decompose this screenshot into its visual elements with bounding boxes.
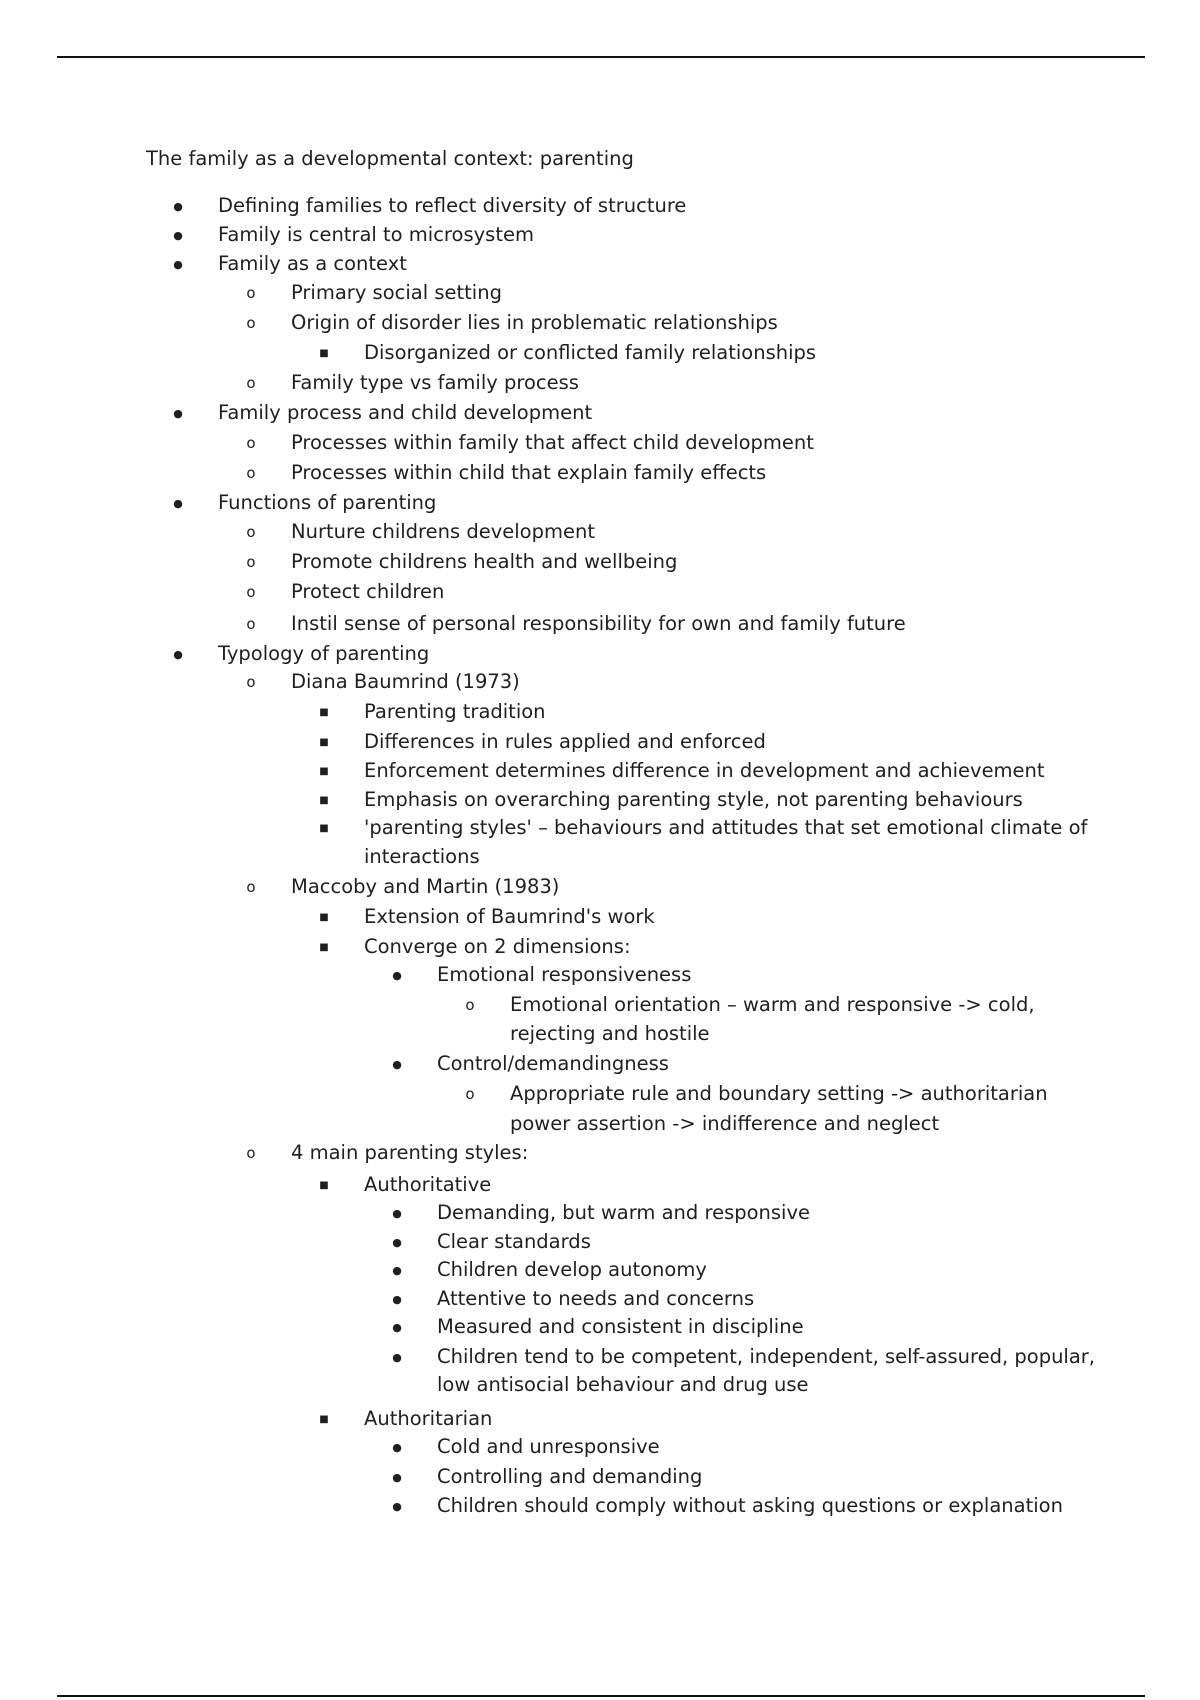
list-item-text: Origin of disorder lies in problematic relationships xyxy=(291,311,778,334)
list-item-text: 'parenting styles' – behaviours and attitudes that set emotional climate of xyxy=(364,816,1088,839)
list-item-text: Maccoby and Martin (1983) xyxy=(291,875,560,898)
list-item-text: 4 main parenting styles: xyxy=(291,1141,529,1164)
list-item-text: Emotional orientation – warm and responsive -> cold, xyxy=(510,993,1035,1016)
list-item-text: Control/demandingness xyxy=(437,1052,669,1075)
dot-bullet-icon xyxy=(387,1344,407,1373)
dot-bullet-icon xyxy=(387,1286,407,1315)
square-bullet-icon xyxy=(314,904,334,934)
list-item-text: Authoritative xyxy=(364,1173,492,1196)
circle-bullet-icon xyxy=(241,460,261,487)
circle-bullet-icon xyxy=(241,549,261,576)
list-item-text: Attentive to needs and concerns xyxy=(437,1287,755,1310)
list-item-text: Controlling and demanding xyxy=(437,1465,703,1488)
dot-bullet-icon xyxy=(168,251,188,280)
circle-bullet-icon xyxy=(241,280,261,307)
dot-bullet-icon xyxy=(387,1229,407,1258)
list-item-text: Cold and unresponsive xyxy=(437,1435,660,1458)
circle-bullet-icon xyxy=(460,1081,480,1108)
list-item-text: Differences in rules applied and enforced xyxy=(364,730,766,753)
circle-bullet-icon xyxy=(241,874,261,901)
circle-bullet-icon xyxy=(241,310,261,337)
dot-bullet-icon xyxy=(168,400,188,429)
square-bullet-icon xyxy=(314,1406,334,1436)
list-item-text: Protect children xyxy=(291,580,445,603)
list-item-text: Emphasis on overarching parenting style, not parenting behaviours xyxy=(364,788,1023,811)
square-bullet-icon xyxy=(314,815,334,845)
dot-bullet-icon xyxy=(168,193,188,222)
square-bullet-icon xyxy=(314,934,334,964)
circle-bullet-icon xyxy=(241,519,261,546)
list-item-text: Defining families to reflect diversity of structure xyxy=(218,194,687,217)
list-item-text: Primary social setting xyxy=(291,281,502,304)
list-item-text: Disorganized or conflicted family relationships xyxy=(364,341,817,364)
list-item-text: Processes within family that affect child development xyxy=(291,431,814,454)
dot-bullet-icon xyxy=(387,962,407,991)
list-item-text: rejecting and hostile xyxy=(510,1022,710,1045)
header-rule xyxy=(57,56,1145,58)
dot-bullet-icon xyxy=(168,490,188,519)
list-item-text: Typology of parenting xyxy=(218,642,430,665)
circle-bullet-icon xyxy=(241,669,261,696)
circle-bullet-icon xyxy=(460,992,480,1019)
list-item-text: Authoritarian xyxy=(364,1407,493,1430)
circle-bullet-icon xyxy=(241,430,261,457)
list-item-text: Demanding, but warm and responsive xyxy=(437,1201,811,1224)
circle-bullet-icon xyxy=(241,1140,261,1167)
list-item-text: interactions xyxy=(364,845,480,868)
circle-bullet-icon xyxy=(241,370,261,397)
list-item-text: low antisocial behaviour and drug use xyxy=(437,1373,809,1396)
list-item-text: power assertion -> indifference and neglect xyxy=(510,1112,940,1135)
list-item-text: Extension of Baumrind's work xyxy=(364,905,655,928)
dot-bullet-icon xyxy=(387,1257,407,1286)
square-bullet-icon xyxy=(314,1172,334,1202)
list-item-text: Children should comply without asking questions or explanation xyxy=(437,1494,1063,1517)
list-item-text: Converge on 2 dimensions: xyxy=(364,935,631,958)
list-item-text: Children tend to be competent, independent, self-assured, popular, xyxy=(437,1345,1096,1368)
list-item-text: Nurture childrens development xyxy=(291,520,595,543)
square-bullet-icon xyxy=(314,340,334,370)
dot-bullet-icon xyxy=(387,1434,407,1463)
list-item-text: Appropriate rule and boundary setting -> authoritarian xyxy=(510,1082,1048,1105)
list-item-text: Family as a context xyxy=(218,252,407,275)
list-item-text: Emotional responsiveness xyxy=(437,963,692,986)
list-item-text: Functions of parenting xyxy=(218,491,437,514)
dot-bullet-icon xyxy=(387,1314,407,1343)
dot-bullet-icon xyxy=(168,641,188,670)
list-item-text: Instil sense of personal responsibility for own and family future xyxy=(291,612,906,635)
footer-rule xyxy=(57,1695,1145,1697)
dot-bullet-icon xyxy=(387,1051,407,1080)
list-item-text: Enforcement determines difference in development and achievement xyxy=(364,759,1045,782)
list-item-text: Children develop autonomy xyxy=(437,1258,707,1281)
square-bullet-icon xyxy=(314,729,334,759)
list-item-text: Family is central to microsystem xyxy=(218,223,534,246)
circle-bullet-icon xyxy=(241,611,261,638)
list-item-text: Family type vs family process xyxy=(291,371,579,394)
dot-bullet-icon xyxy=(168,222,188,251)
page-title: The family as a developmental context: parenting xyxy=(146,147,634,170)
square-bullet-icon xyxy=(314,699,334,729)
list-item-text: Processes within child that explain family effects xyxy=(291,461,767,484)
dot-bullet-icon xyxy=(387,1493,407,1522)
list-item-text: Promote childrens health and wellbeing xyxy=(291,550,678,573)
list-item-text: Diana Baumrind (1973) xyxy=(291,670,520,693)
dot-bullet-icon xyxy=(387,1200,407,1229)
list-item-text: Family process and child development xyxy=(218,401,593,424)
list-item-text: Clear standards xyxy=(437,1230,591,1253)
square-bullet-icon xyxy=(314,787,334,817)
circle-bullet-icon xyxy=(241,579,261,606)
dot-bullet-icon xyxy=(387,1464,407,1493)
square-bullet-icon xyxy=(314,758,334,788)
list-item-text: Parenting tradition xyxy=(364,700,546,723)
list-item-text: Measured and consistent in discipline xyxy=(437,1315,804,1338)
